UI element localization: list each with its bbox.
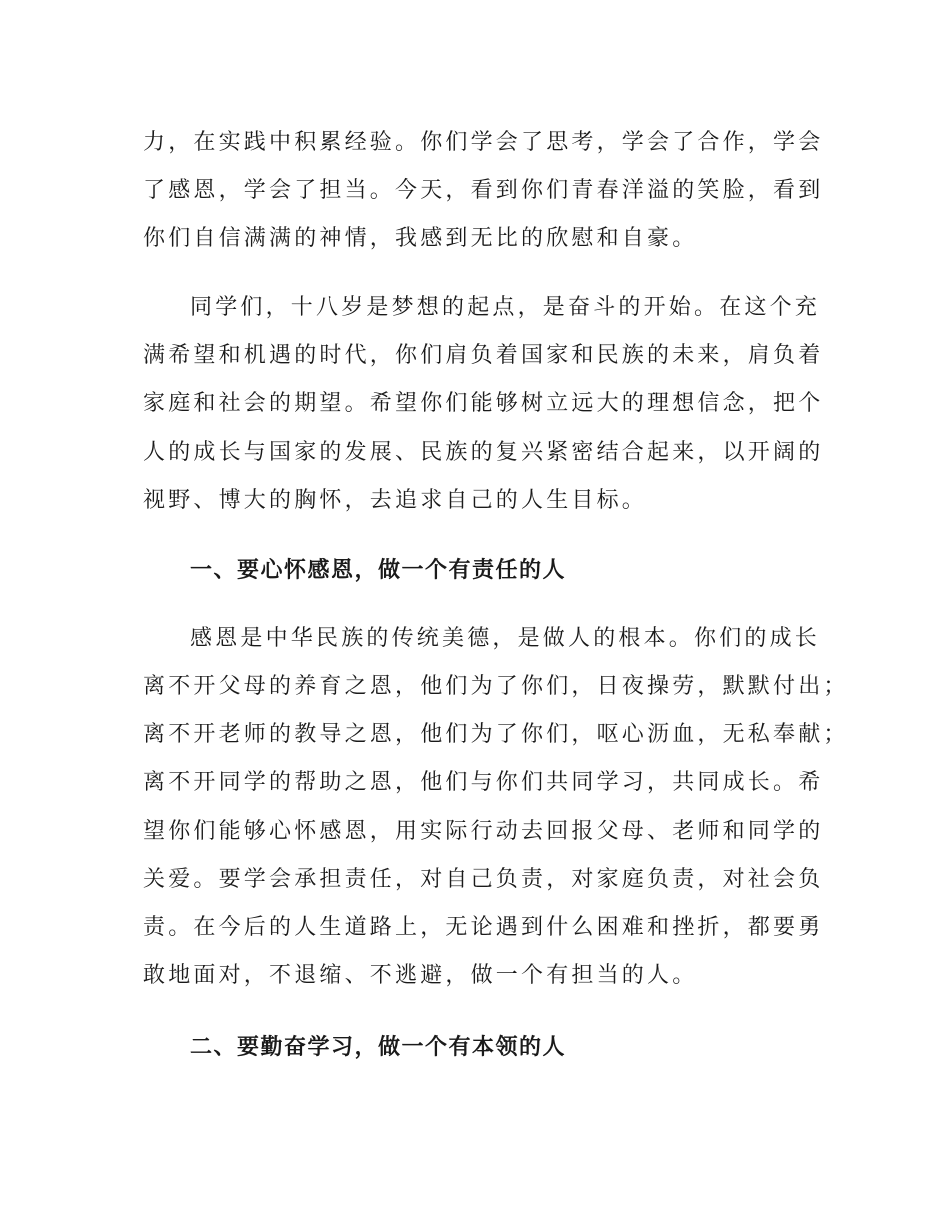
paragraph-3-line-7: 责。在今后的人生道路上，无论遇到什么困难和挫折，都要勇 [143,915,824,940]
paragraph-3-line-4: 离不开同学的帮助之恩，他们与你们共同学习，共同成长。希 [143,770,824,795]
paragraph-1-line-1: 力，在实践中积累经验。你们学会了思考，学会了合作，学会 [143,130,824,155]
paragraph-3-line-5: 望你们能够心怀感恩，用实际行动去回报父母、老师和同学的 [143,819,824,844]
paragraph-3-line-8: 敢地面对，不退缩、不逃避，做一个有担当的人。 [143,963,698,988]
paragraph-1-line-2: 了感恩，学会了担当。今天，看到你们青春洋溢的笑脸，看到 [143,178,824,203]
section-heading-2: 二、要勤奋学习，做一个有本领的人 [190,1035,567,1060]
paragraph-3-line-2: 离不开父母的养育之恩，他们为了你们，日夜操劳，默默付出； [143,674,849,699]
paragraph-3-line-6: 关爱。要学会承担责任，对自己负责，对家庭负责，对社会负 [143,867,824,892]
section-heading-1: 一、要心怀感恩，做一个有责任的人 [190,558,567,583]
paragraph-3-line-3: 离不开老师的教导之恩，他们为了你们，呕心沥血，无私奉献； [143,722,849,747]
paragraph-2-line-3: 家庭和社会的期望。希望你们能够树立远大的理想信念，把个 [143,391,824,416]
paragraph-2-line-2: 满希望和机遇的时代，你们肩负着国家和民族的未来，肩负着 [143,343,824,368]
paragraph-2-line-1: 同学们，十八岁是梦想的起点，是奋斗的开始。在这个充 [190,295,821,320]
paragraph-3-line-1: 感恩是中华民族的传统美德，是做人的根本。你们的成长 [190,626,821,651]
paragraph-2-line-5: 视野、博大的胸怀，去追求自己的人生目标。 [143,488,648,513]
paragraph-2-line-4: 人的成长与国家的发展、民族的复兴紧密结合起来，以开阔的 [143,440,824,465]
paragraph-1-line-3: 你们自信满满的神情，我感到无比的欣慰和自豪。 [143,226,698,251]
